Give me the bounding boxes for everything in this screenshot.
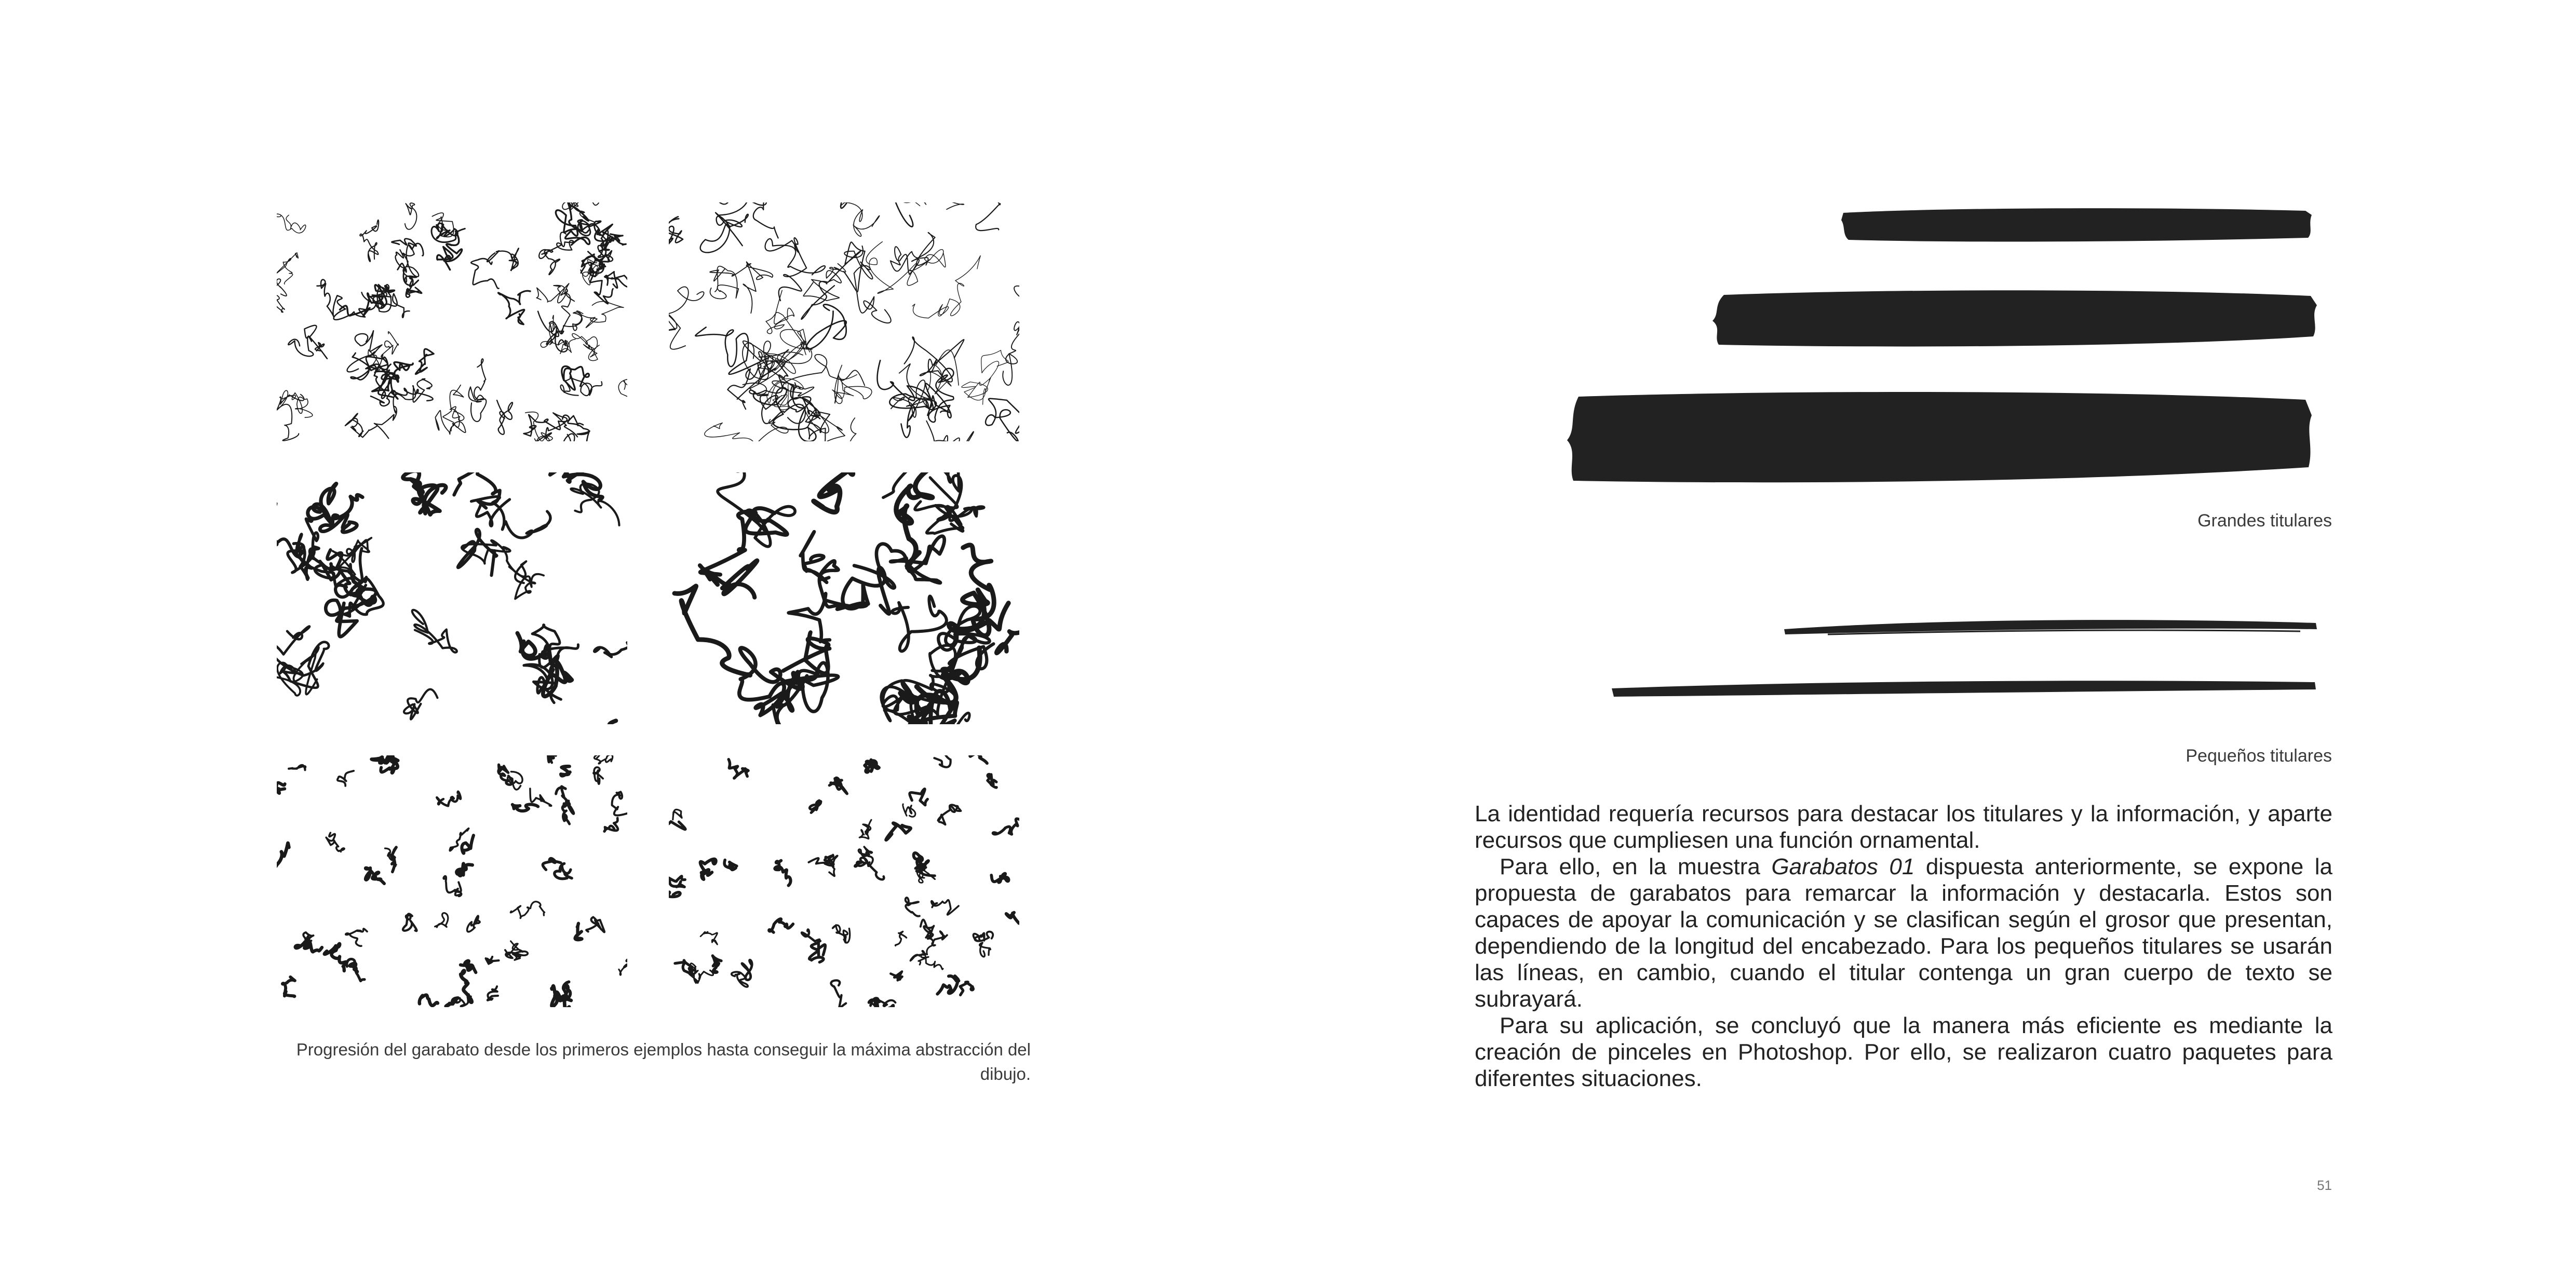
scribble-stroke xyxy=(829,778,847,794)
scribble-stroke xyxy=(844,246,891,323)
scribble-stroke xyxy=(277,390,313,417)
scribble-stroke xyxy=(562,366,589,390)
scribble-stroke xyxy=(960,982,973,995)
scribble-stroke xyxy=(541,315,575,354)
scribble-stroke xyxy=(1003,273,1019,385)
scribble-stroke xyxy=(345,413,377,437)
scribble-stroke xyxy=(700,213,748,253)
scribble-stroke xyxy=(289,765,305,770)
scribble-stroke xyxy=(435,913,448,927)
scribble-stroke xyxy=(277,279,287,312)
scribble-pattern-bold-1 xyxy=(277,472,627,724)
caption-small-headlines: Pequeños titulares xyxy=(2186,746,2332,766)
scribble-stroke xyxy=(346,929,367,946)
scribble-drawing xyxy=(277,472,627,724)
scribble-drawing xyxy=(669,755,1019,1007)
scribble-stroke xyxy=(443,385,464,428)
scribble-stroke xyxy=(669,876,685,887)
scribble-stroke xyxy=(561,377,602,396)
scribble-stroke xyxy=(551,986,563,1007)
scribble-stroke xyxy=(765,238,826,301)
scribble-stroke xyxy=(420,995,438,1006)
scribble-stroke xyxy=(814,472,861,512)
scribble-stroke xyxy=(282,977,295,997)
scribble-stroke xyxy=(806,304,846,349)
caption-large-headlines: Grandes titulares xyxy=(2197,511,2332,531)
scribble-stroke xyxy=(456,864,472,876)
scribble-stroke xyxy=(405,203,417,229)
scribble-stroke xyxy=(922,202,964,209)
scribble-stroke xyxy=(443,876,461,897)
scribble-stroke xyxy=(556,787,574,814)
scribble-drawing xyxy=(669,202,1019,441)
scribble-stroke xyxy=(921,919,934,939)
scribble-stroke xyxy=(854,536,945,588)
large-brush-stroke-2 xyxy=(1708,284,2321,352)
scribble-stroke xyxy=(883,472,963,531)
scribble-stroke xyxy=(931,202,1000,231)
scribble-stroke xyxy=(775,861,790,886)
scribble-stroke xyxy=(902,202,975,206)
scribble-stroke xyxy=(980,943,991,957)
scribble-stroke xyxy=(467,916,480,932)
scribble-pattern-thin-2 xyxy=(669,202,1019,441)
scribble-stroke xyxy=(974,932,993,941)
scribble-stroke xyxy=(675,960,694,975)
scribble-stroke xyxy=(618,374,627,400)
scribble-stroke xyxy=(810,943,826,962)
scribble-stroke xyxy=(934,755,950,767)
large-brush-stroke-1 xyxy=(1838,204,2316,245)
scribble-stroke xyxy=(454,472,500,508)
scribble-stroke xyxy=(462,835,473,853)
scribble-stroke xyxy=(604,272,627,288)
scribble-stroke xyxy=(766,290,810,352)
scribble-stroke xyxy=(295,941,322,952)
scribble-stroke xyxy=(724,860,737,870)
scribble-stroke xyxy=(532,625,578,668)
scribble-stroke xyxy=(404,689,437,720)
scribble-stroke xyxy=(831,980,846,1007)
scribble-stroke xyxy=(991,873,1008,882)
scribble-stroke xyxy=(988,774,996,788)
scribble-stroke xyxy=(288,326,327,359)
scribble-stroke xyxy=(729,760,748,778)
scribble-stroke xyxy=(347,959,365,981)
scribble-stroke xyxy=(277,214,306,233)
scribble-stroke xyxy=(561,766,570,776)
scribble-stroke xyxy=(403,914,416,931)
scribble-stroke xyxy=(903,804,915,817)
scribble-stroke xyxy=(575,924,582,940)
scribble-stroke xyxy=(742,960,752,980)
scribble-stroke xyxy=(675,586,750,675)
scribble-stroke xyxy=(461,971,471,1002)
scribble-stroke xyxy=(810,801,821,812)
scribble-stroke xyxy=(866,242,946,294)
small-brush-line-1 xyxy=(1781,617,2321,638)
scribble-stroke xyxy=(512,804,538,811)
scribble-stroke xyxy=(895,931,906,945)
scribble-stroke xyxy=(572,334,599,361)
scribble-stroke xyxy=(555,863,572,878)
paragraph-2-start: Para ello, en la muestra xyxy=(1500,854,1772,879)
scribble-stroke xyxy=(395,245,419,282)
scribble-drawing xyxy=(669,472,1019,724)
scribble-stroke xyxy=(403,472,446,514)
scribble-stroke xyxy=(568,416,590,441)
scribble-stroke xyxy=(865,760,879,772)
scribble-stroke xyxy=(803,264,845,301)
paragraph-3: Para su aplicación, se concluyó que la manera más eficiente es mediante la creación de pinceles en Photoshop. Por ello, se realizaron cuatro paquetes para diferentes situaciones. xyxy=(1475,1013,2332,1091)
scribble-stroke xyxy=(601,721,627,724)
scribble-stroke xyxy=(802,929,820,942)
scribble-stroke xyxy=(705,423,797,441)
scribble-stroke xyxy=(970,755,987,763)
scribble-stroke xyxy=(338,771,354,786)
scribble-stroke xyxy=(796,202,879,236)
scribble-stroke xyxy=(415,349,434,374)
scribble-stroke xyxy=(937,976,959,994)
scribble-pattern-thin-1 xyxy=(277,202,627,441)
scribble-stroke xyxy=(374,379,432,439)
scribble-stroke xyxy=(487,248,519,270)
body-text xyxy=(1475,801,2332,1092)
paragraph-2 xyxy=(1475,853,2332,1012)
scribble-stroke xyxy=(938,805,961,824)
scribble-stroke xyxy=(536,283,569,303)
scribble-stroke xyxy=(986,399,1019,441)
scribble-stroke xyxy=(326,833,344,851)
scribble-stroke xyxy=(594,767,603,784)
scribble-stroke xyxy=(855,858,884,879)
scribble-stroke xyxy=(669,287,704,349)
scribble-stroke xyxy=(546,755,556,763)
scribble-stroke xyxy=(277,843,289,867)
scribble-stroke xyxy=(458,530,497,576)
scribble-stroke xyxy=(993,816,1019,834)
scribble-stroke xyxy=(841,202,913,227)
scribble-stroke xyxy=(612,792,627,815)
scribble-stroke xyxy=(910,789,927,805)
scribble-stroke xyxy=(498,291,531,324)
scribble-stroke xyxy=(497,400,512,435)
scribble-stroke xyxy=(739,648,803,715)
small-brush-line-2 xyxy=(1609,675,2320,701)
scribble-stroke xyxy=(577,302,624,328)
scribble-stroke xyxy=(1006,913,1019,924)
scribble-stroke xyxy=(669,814,685,830)
scribble-stroke xyxy=(891,971,902,980)
scribble-stroke xyxy=(859,820,871,838)
scribble-stroke xyxy=(906,898,920,916)
scribble-stroke xyxy=(366,868,384,884)
scribble-stroke xyxy=(446,998,458,1007)
scribble-stroke xyxy=(932,900,959,915)
scribble-stroke xyxy=(695,327,768,374)
scribble-pattern-abstract-1 xyxy=(277,755,627,1007)
scribble-stroke xyxy=(325,944,347,971)
scribble-stroke xyxy=(700,859,716,879)
scribble-stroke xyxy=(710,262,773,313)
scribble-stroke xyxy=(832,365,872,403)
large-brush-stroke-3 xyxy=(1563,384,2316,488)
scribble-stroke xyxy=(595,620,627,663)
scribble-stroke xyxy=(604,818,618,832)
scribble-pattern-bold-2 xyxy=(669,472,1019,724)
scribble-stroke xyxy=(700,932,717,944)
scribble-stroke xyxy=(673,809,682,820)
scribble-stroke xyxy=(886,823,911,840)
scribble-stroke xyxy=(594,755,612,764)
scribble-stroke xyxy=(962,350,1008,405)
scribble-stroke xyxy=(922,945,943,969)
scribble-stroke xyxy=(450,829,468,851)
scribble-stroke xyxy=(471,259,498,289)
scribble-stroke xyxy=(437,792,461,806)
scribble-drawing xyxy=(277,755,627,1007)
scribble-stroke xyxy=(510,902,544,918)
scribble-pattern-abstract-2 xyxy=(669,755,1019,1007)
page-number: 51 xyxy=(2317,1177,2332,1193)
scribble-stroke xyxy=(669,216,683,247)
scribble-stroke xyxy=(277,783,285,793)
scribble-stroke xyxy=(712,956,721,972)
paragraph-2-end: dispuesta anteriormente, se expone la propuesta de garabatos para remarcar la información y destacarla. Estos son capaces de apoyar la comunicación y se clasifican según el grosor que presentan, dependiendo de la longitud del encabezado. Para los pequeños titulares se usarán las líneas, en cambio, cuando el titular contenga un gran cuerpo de texto se subrayará. xyxy=(1475,854,2333,1012)
scribble-stroke xyxy=(833,925,850,943)
left-page-caption: Progresión del garabato desde los primeros ejemplos hasta conseguir la máxima abstracción del dibujo. xyxy=(296,1040,1031,1083)
scribble-stroke xyxy=(412,610,457,653)
scribble-stroke xyxy=(543,858,561,870)
scribble-stroke xyxy=(789,561,867,642)
scribble-stroke xyxy=(619,947,627,975)
scribble-stroke xyxy=(769,919,793,932)
scribble-stroke xyxy=(360,220,379,262)
paragraph-1: La identidad requería recursos para destacar los titulares y la información, y aparte recursos que cumpliesen una función ornamental. xyxy=(1475,801,2332,853)
scribble-stroke xyxy=(926,421,974,441)
scribble-stroke xyxy=(586,917,604,932)
scribble-stroke xyxy=(485,957,498,964)
scribble-drawing xyxy=(277,202,627,441)
scribble-stroke xyxy=(347,331,382,372)
scribble-stroke xyxy=(488,986,498,1000)
scribble-stroke xyxy=(891,233,935,275)
scribble-stroke xyxy=(469,359,487,422)
paragraph-2-italic: Garabatos 01 xyxy=(1771,854,1915,879)
